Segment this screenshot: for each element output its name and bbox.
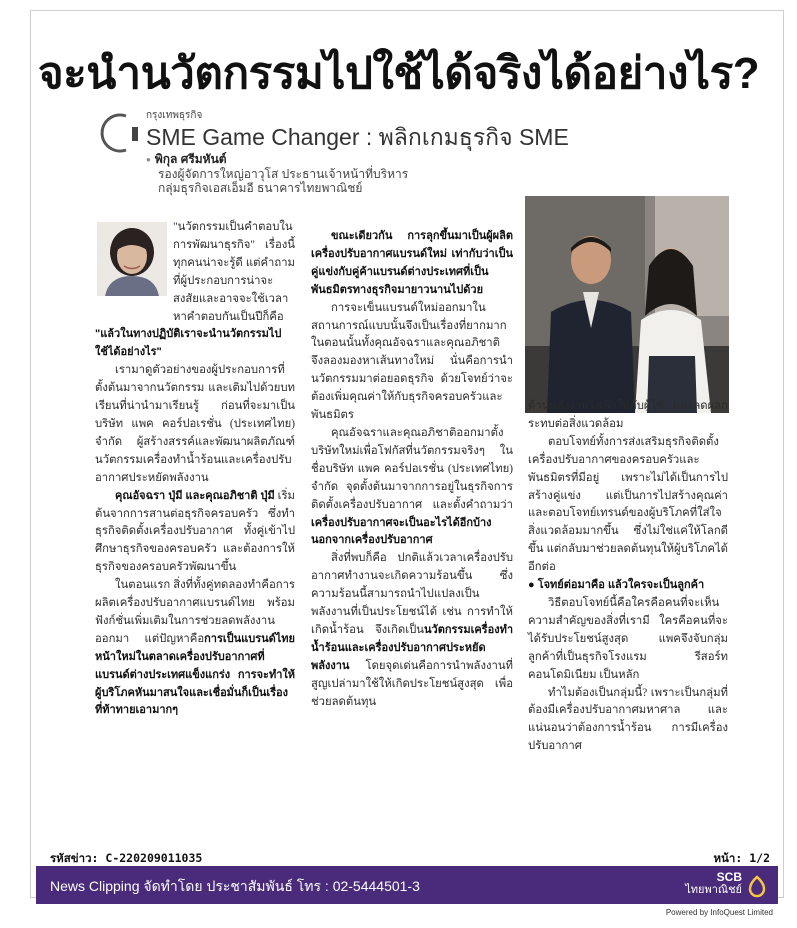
- paragraph-target: วิธีตอบโจทย์นี้คือใครคือคนที่จะเห็นความสำคัญของสิ่งที่เรามี ใครคือคนที่จะได้รับประโยชน์สูงสุด แพคจึงจับกลุ่มลูกค้าที่เป็นธุรกิจโรงแรม รีสอร์ท คอนโดมิเนียม เป็นหลัก: [528, 596, 728, 681]
- paragraph-challenge: ในตอนแรก สิ่งที่ทั้งคู่ทดลองทำคือการผลิตเครื่องปรับอากาศแบรนด์ไทย พร้อมฟังก์ชั่นเพิ่มเติมในการช่วยลดพลังงานออกมา แต่ปัญหาคือการเป็นแบรนด์ไทยหน้าใหม่ในตลาดเครื่องปรับอากาศที่แบรนด์ต่างประเทศแข็งแกร่ง การจะทำให้ผู้บริโภคหันมาสนใจและเชื่อมั่นก็เป็นเรื่องที่ท้าทายเอามากๆ: [95, 579, 295, 717]
- news-code: รหัสข่าว: C-220209011035: [50, 851, 203, 865]
- scb-logo: [685, 871, 768, 897]
- footer-bar: [36, 866, 778, 904]
- scb-emblem-icon: [746, 875, 768, 899]
- paragraph-founders: คุณอัจฉรา ปุ่มี และคุณอภิชาติ ปุ่มี เริ่มต้นจากการสานต่อธุรกิจครอบครัว ซึ่งทำธุรกิจติดตั้งเครื่องปรับอากาศ ทั้งคู่เข้าไปศึกษาธุรกิจของครอบครัว และต้องการให้ธุรกิจของครอบครัวพัฒนาขึ้น: [95, 489, 295, 574]
- subheading-customers: ● โจทย์ต่อมาคือ แล้วใครจะเป็นลูกค้า: [528, 579, 705, 592]
- publication-name: กรุงเทพธุรกิจ: [146, 110, 203, 121]
- article-column-1: [95, 219, 295, 720]
- article-column-2: [311, 228, 513, 711]
- paragraph-example: เรามาดูตัวอย่างของผู้ประกอบการที่ตั้งต้นมาจากนวัตกรรม และเติมไปด้วยบทเรียนที่น่านำมาเรียนรู้ ก่อนที่จะมาเป็น บริษัท แพค คอร์ปอเรชั่น (ประเทศไทย) จำกัด ผู้สร้างสรรค์และพัฒนาผลิตภัณฑ์นวัตกรรมเครื่องทำน้ำร้อนและเครื่องปรับอากาศประหยัดพลังงาน: [95, 364, 295, 484]
- paragraph-new-path: การจะเข็นแบรนด์ใหม่ออกมาในสถานการณ์แบบนั้นจึงเป็นเรื่องที่ยากมาก ในตอนนั้นทั้งคุณอัจฉราและคุณอภิชาติ จึงลองมองหาเส้นทางใหม่ นั่นคือการนำนวัตกรรมมาต่อยอดธุรกิจ ด้วยโจทย์ว่าจะต้องเพิ่มคุณค่าให้กับธุรกิจครอบครัวและพันธมิตร: [311, 301, 513, 422]
- news-clipping-credit: News Clipping จัดทำโดย ประชาสัมพันธ์ โทร : 02-5444501-3: [50, 878, 420, 894]
- paragraph-energy: ด้านพลังงานไฟฟ้าให้กับผู้ใช้ และลดผลกระทบต่อสิ่งแวดล้อม: [528, 400, 728, 430]
- column-name: SME Game Changer : พลิกเกมธุรกิจ SME: [146, 124, 569, 150]
- paragraph-intro-question: "แล้วในทางปฏิบัติเราจะนำนวัตกรรมไปใช้ได้อย่างไร": [95, 328, 282, 359]
- paragraph-value: ตอบโจทย์ทั้งการส่งเสริมธุรกิจติดตั้งเครื่องปรับอากาศของครอบครัวและพันธมิตรที่มีอยู่ เพราะไม่ได้เป็นการไปสร้างคู่แข่ง แต่เป็นการไปสร้างคุณค่า และตอบโจทย์เทรนด์ของผู้บริโภคที่ใส่ใจสิ่งแวดล้อมมากขึ้น ซึ่งไม่ใช่แค่ให้โลกดีขึ้น แต่กลับมาช่วยลดต้นทุนให้ผู้บริโภคได้อีกต่อ: [528, 435, 728, 574]
- author-role-line1: รองผู้จัดการใหญ่อาวุโส ประธานเจ้าหน้าที่บริหาร: [158, 166, 409, 181]
- paragraph-innovation: สิ่งที่พบก็คือ ปกติแล้วเวลาเครื่องปรับอากาศทำงานจะเกิดความร้อนขึ้น ซึ่งความร้อนนี้สามารถนำไปแปลงเป็นพลังงานที่เป็นประโยชน์ได้ เช่น การทำให้เกิดน้ำร้อน จึงเกิดเป็นนวัตกรรมเครื่องทำน้ำร้อนและเครื่องปรับอากาศประหยัดพลังงาน โดยจุดเด่นคือการนำพลังงานที่สูญเปล่ามาใช้ให้เกิดประโยชน์สูงสุด เพื่อช่วยลดต้นทุน: [311, 552, 513, 708]
- paragraph-why: ทำไมต้องเป็นกลุ่มนี้? เพราะเป็นกลุ่มที่ต้องมีเครื่องปรับอากาศมหาศาล และแน่นอนว่าต้องการน้ำร้อน การมีเครื่องปรับอากาศ: [528, 686, 728, 753]
- powered-by: Powered by InfoQuest Limited: [665, 908, 773, 917]
- headline: จะนำนวัตกรรมไปใช้ได้จริงได้อย่างไร?: [37, 49, 760, 98]
- scb-logo-text: SCB: [716, 870, 742, 884]
- author-name: ● พิกุล ศรีมหันต์: [146, 152, 408, 167]
- column-logo-icon: [96, 113, 140, 153]
- scb-logo-thai: ไทยพาณิชย์: [685, 884, 742, 896]
- author-role-line2: กลุ่มธุรกิจเอสเอ็มอี ธนาคารไทยพาณิชย์: [158, 180, 363, 195]
- byline: [146, 152, 408, 195]
- article-column-3: [528, 398, 728, 756]
- paragraph-competition: ขณะเดียวกัน การลุกขึ้นมาเป็นผู้ผลิตเครื่องปรับอากาศแบรนด์ใหม่ เท่ากับว่าเป็นคู่แข่งกับคู่ค้าแบรนด์ต่างประเทศที่เป็นพันธมิตรทางธุรกิจมายาวนานไปด้วย: [311, 230, 513, 296]
- founders-photo: [525, 196, 729, 413]
- paragraph-intro: "นวัตกรรมเป็นคำตอบในการพัฒนาธุรกิจ" เรื่องนี้ทุกคนน่าจะรู้ดี แต่คำถามที่ผู้ประกอบการน่าจะสงสัยและอาจจะใช้เวลาหาคำตอบกันเป็นปีก็คือ: [173, 221, 295, 323]
- paragraph-new-company: คุณอัจฉราและคุณอภิชาติออกมาตั้งบริษัทใหม่เพื่อโฟกัสที่นวัตกรรมจริงๆ ในชื่อบริษัท แพค คอร์ปอเรชั่น (ประเทศไทย) จำกัด จุดตั้งต้นมาจากการอยู่ในธุรกิจการติดตั้งเครื่องปรับอากาศ และตั้งคำถามว่าเครื่องปรับอากาศจะเป็นอะไรได้อีกบ้างนอกจากเครื่องปรับอากาศ: [311, 426, 513, 547]
- page-number: หน้า: 1/2: [713, 851, 770, 865]
